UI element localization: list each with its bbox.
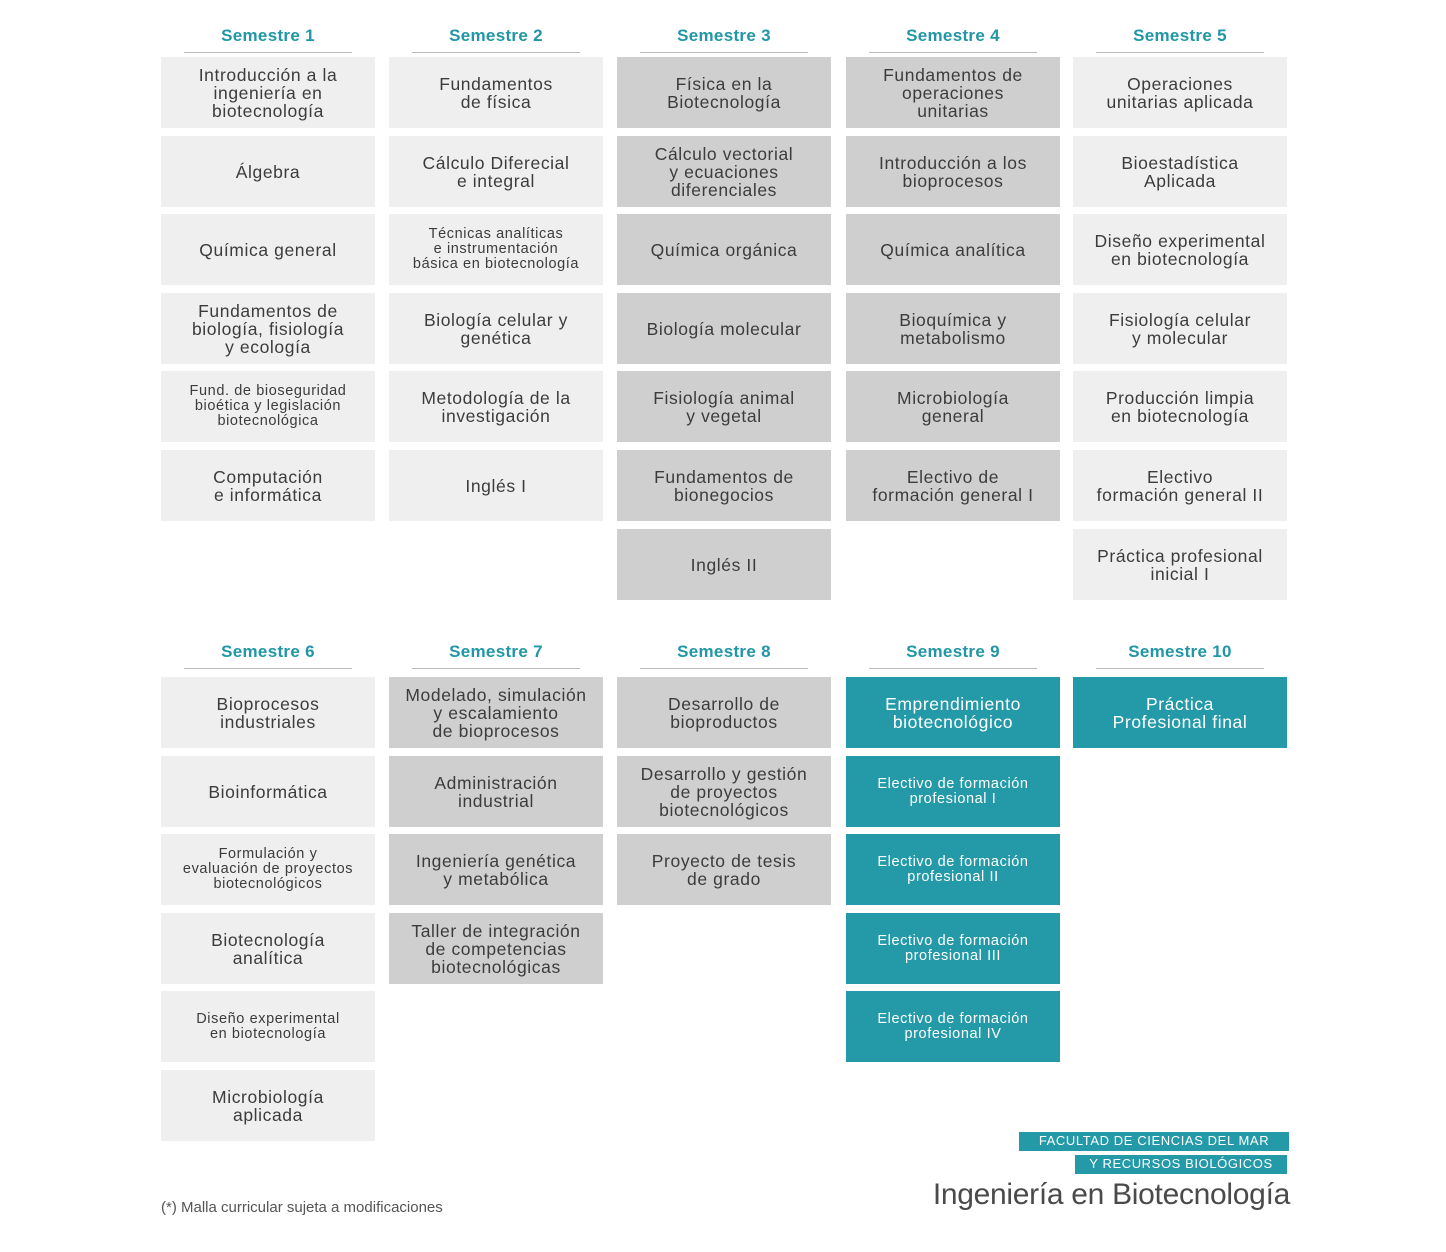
course-name: Inglés I — [465, 475, 527, 496]
course-box — [389, 57, 603, 128]
semester-heading — [389, 26, 603, 56]
course-box — [617, 214, 831, 285]
course-box — [389, 756, 603, 827]
program-title: Ingeniería en Biotecnología — [932, 1178, 1290, 1211]
course-name: Electivo formación general II — [1096, 466, 1264, 505]
semester-heading — [161, 642, 375, 672]
course-name: Química general — [199, 239, 337, 260]
semester-label: Semestre 6 — [221, 642, 315, 661]
semester-heading — [617, 642, 831, 672]
semester-label: Semestre 5 — [1133, 26, 1227, 45]
course-name: Bioprocesos industriales — [216, 693, 320, 732]
course-box — [846, 293, 1060, 364]
semester-label: Semestre 1 — [221, 26, 315, 45]
course-box — [846, 756, 1060, 827]
course-name: Bioestadística Aplicada — [1121, 152, 1239, 191]
course-name: Fisiología celular y molecular — [1108, 309, 1252, 348]
course-name: Cálculo vectorial y ecuaciones diferenciales — [654, 143, 794, 200]
course-box — [617, 677, 831, 748]
course-name: Fundamentos de biología, fisiología y ecología — [191, 300, 345, 357]
course-name: Microbiología aplicada — [212, 1086, 324, 1125]
semester-label: Semestre 9 — [906, 642, 1000, 661]
course-box — [161, 214, 375, 285]
course-box — [617, 57, 831, 128]
course-box — [1073, 677, 1287, 748]
course-box — [617, 293, 831, 364]
course-box — [1073, 450, 1287, 521]
semester-divider — [184, 52, 352, 53]
course-name: Práctica Profesional final — [1112, 693, 1248, 732]
semester-label: Semestre 7 — [449, 642, 543, 661]
course-box — [161, 834, 375, 905]
course-name: Diseño experimental en biotecnología — [196, 1010, 340, 1042]
course-name: Ingeniería genética y metabólica — [415, 850, 577, 889]
course-box — [1073, 57, 1287, 128]
course-box — [389, 214, 603, 285]
course-name: Desarrollo y gestión de proyectos biotecnológicos — [640, 763, 808, 820]
course-box — [846, 834, 1060, 905]
course-box — [1073, 136, 1287, 207]
course-name: Fundamentos de bionegocios — [654, 466, 794, 505]
semester-label: Semestre 4 — [906, 26, 1000, 45]
course-name: Producción limpia en biotecnología — [1105, 387, 1255, 426]
course-name: Computación e informática — [213, 466, 323, 505]
course-box — [161, 57, 375, 128]
course-box — [161, 371, 375, 442]
course-name: Emprendimiento biotecnológico — [885, 693, 1021, 732]
course-box — [1073, 371, 1287, 442]
course-box — [617, 371, 831, 442]
semester-heading — [389, 642, 603, 672]
course-box — [389, 136, 603, 207]
course-box — [846, 913, 1060, 984]
course-name: Introducción a los bioprocesos — [879, 152, 1027, 191]
course-name: Electivo de formación profesional II — [877, 853, 1029, 885]
course-name: Fundamentos de física — [439, 73, 553, 112]
semester-divider — [869, 668, 1037, 669]
semester-divider — [412, 52, 580, 53]
course-box — [161, 1070, 375, 1141]
course-name: Electivo de formación general I — [872, 466, 1034, 505]
semester-divider — [869, 52, 1037, 53]
course-name: Desarrollo de bioproductos — [668, 693, 780, 732]
course-name: Modelado, simulación y escalamiento de bioprocesos — [405, 684, 587, 741]
course-name: Proyecto de tesis de grado — [651, 850, 797, 889]
course-box — [617, 136, 831, 207]
semester-heading — [1073, 26, 1287, 56]
course-box — [617, 529, 831, 600]
course-name: Práctica profesional inicial I — [1097, 545, 1263, 584]
semester-divider — [1096, 668, 1264, 669]
semester-heading — [846, 642, 1060, 672]
course-name: Cálculo Diferecial e integral — [422, 152, 570, 191]
course-box — [161, 677, 375, 748]
course-box — [846, 57, 1060, 128]
course-box — [389, 293, 603, 364]
course-box — [846, 371, 1060, 442]
course-box — [1073, 214, 1287, 285]
semester-divider — [640, 668, 808, 669]
footnote: (*) Malla curricular sujeta a modificaciones — [161, 1199, 443, 1216]
course-name: Introducción a la ingeniería en biotecnología — [198, 64, 338, 121]
faculty-line-2: Y RECURSOS BIOLÓGICOS — [1075, 1155, 1287, 1174]
semester-heading — [617, 26, 831, 56]
course-box — [389, 450, 603, 521]
course-box — [389, 371, 603, 442]
semester-divider — [412, 668, 580, 669]
course-box — [389, 834, 603, 905]
course-box — [1073, 529, 1287, 600]
course-name: Física en la Biotecnología — [667, 73, 781, 112]
semester-heading — [161, 26, 375, 56]
course-name: Administración industrial — [434, 772, 558, 811]
semester-divider — [640, 52, 808, 53]
course-box — [846, 214, 1060, 285]
semester-label: Semestre 3 — [677, 26, 771, 45]
course-name: Inglés II — [690, 554, 758, 575]
course-box — [846, 991, 1060, 1062]
course-box — [617, 834, 831, 905]
semester-label: Semestre 8 — [677, 642, 771, 661]
course-name: Fundamentos de operaciones unitarias — [883, 64, 1023, 121]
course-name: Operaciones unitarias aplicada — [1106, 73, 1254, 112]
course-box — [161, 756, 375, 827]
course-name: Álgebra — [235, 161, 301, 182]
semester-label: Semestre 10 — [1128, 642, 1232, 661]
course-box — [161, 991, 375, 1062]
course-name: Fisiología animal y vegetal — [653, 387, 795, 426]
course-name: Química orgánica — [650, 239, 798, 260]
course-box — [161, 913, 375, 984]
course-name: Bioquímica y metabolismo — [899, 309, 1007, 348]
course-name: Diseño experimental en biotecnología — [1094, 230, 1266, 269]
course-box — [161, 293, 375, 364]
course-name: Microbiología general — [897, 387, 1009, 426]
semester-heading — [846, 26, 1060, 56]
course-box — [389, 913, 603, 984]
course-box — [846, 136, 1060, 207]
course-name: Taller de integración de competencias biotecnológicas — [411, 920, 581, 977]
course-box — [161, 136, 375, 207]
semester-divider — [184, 668, 352, 669]
course-name: Electivo de formación profesional I — [877, 775, 1029, 807]
course-name: Biotecnología analítica — [211, 929, 325, 968]
course-name: Metodología de la investigación — [421, 387, 571, 426]
course-name: Formulación y evaluación de proyectos biotecnológicos — [182, 846, 354, 892]
course-name: Bioinformática — [208, 781, 328, 802]
course-box — [1073, 293, 1287, 364]
course-box — [617, 450, 831, 521]
course-name: Química analítica — [880, 239, 1026, 260]
course-name: Biología celular y genética — [423, 309, 569, 348]
course-name: Técnicas analíticas e instrumentación básica en biotecnología — [412, 226, 580, 272]
course-box — [389, 677, 603, 748]
course-name: Biología molecular — [646, 318, 802, 339]
semester-label: Semestre 2 — [449, 26, 543, 45]
course-box — [617, 756, 831, 827]
course-name: Electivo de formación profesional IV — [877, 1010, 1029, 1042]
course-name: Fund. de bioseguridad bioética y legislación biotecnológica — [189, 383, 347, 429]
faculty-line-1: FACULTAD DE CIENCIAS DEL MAR — [1019, 1132, 1289, 1151]
course-box — [846, 677, 1060, 748]
course-name: Electivo de formación profesional III — [877, 932, 1029, 964]
semester-divider — [1096, 52, 1264, 53]
semester-heading — [1073, 642, 1287, 672]
course-box — [161, 450, 375, 521]
course-box — [846, 450, 1060, 521]
